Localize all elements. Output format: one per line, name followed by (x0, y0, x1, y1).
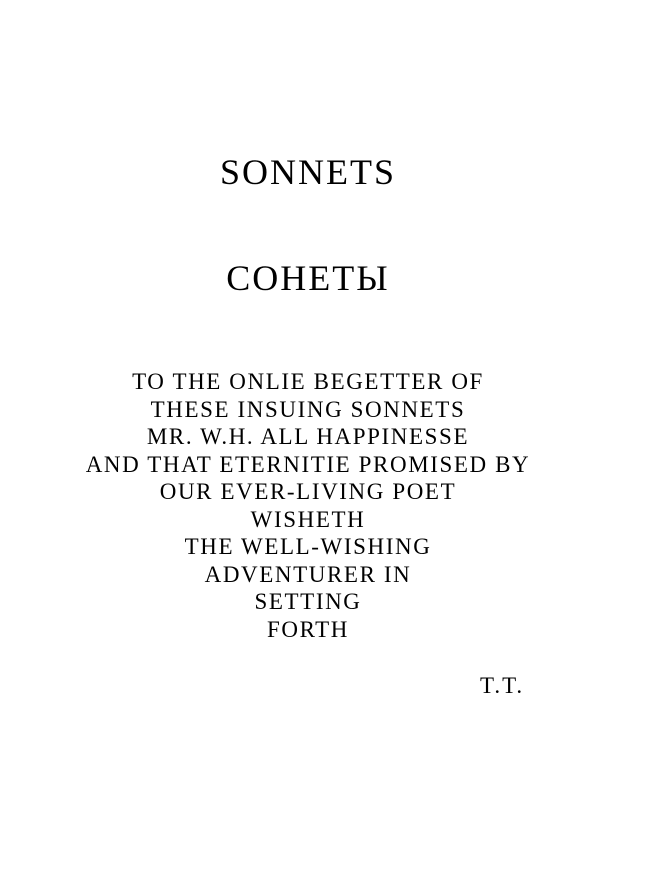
dedication (0, 368, 616, 643)
signature: T.T. (480, 673, 525, 698)
dedication-line: WISHETH (250, 506, 366, 532)
dedication-line: THE WELL-WISHING (184, 534, 432, 559)
dedication-line: SETTING (254, 589, 362, 614)
dedication-line: TO THE ONLIE BEGETTER OF (132, 369, 484, 394)
dedication-line: MR. W.H. ALL HAPPINESSE (146, 424, 470, 449)
dedication-line: FORTH (266, 616, 350, 642)
dedication-line: THESE INSUING SONNETS (150, 396, 466, 422)
title-english: SONNETS (219, 152, 397, 192)
title-russian: СОНЕТЫ (226, 258, 390, 298)
dedication-line: AND THAT ETERNITIE PROMISED BY (85, 451, 531, 477)
dedication-line: OUR EVER-LIVING POET (159, 479, 457, 504)
dedication-line: ADVENTURER IN (204, 561, 412, 587)
